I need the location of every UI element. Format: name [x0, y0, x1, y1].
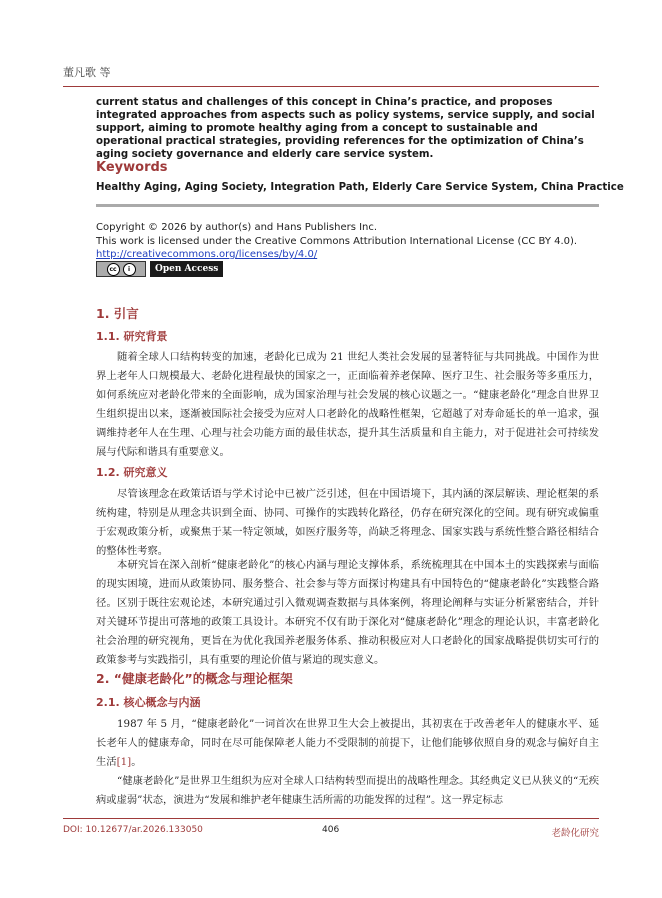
paragraph-core-concept-2: “健康老龄化”是世界卫生组织为应对全球人口结构转型而提出的战略性理念。其经典定义已从狭义的“无疾病或虚弱”状态，演进为“发展和维护老年健康生活所需的功能发挥的过程”。这一界定标志 [96, 775, 599, 806]
copyright-line: Copyright © 2026 by author(s) and Hans Publishers Inc. [96, 222, 378, 233]
person-icon: i [123, 263, 136, 276]
subsection-heading-significance: 1.2. 研究意义 [96, 466, 168, 479]
license-link[interactable]: http://creativecommons.org/licenses/by/4.0/ [96, 249, 318, 260]
paragraph-text: 1987 年 5 月，“健康老龄化”一词首次在世界卫生大会上被提出，其初衷在于改善老年人的健康水平、延长老年人的健康寿命，同时在尽可能保障老人能力不受限制的前提下，让他们能够依照自身的观念与偏好自主生活 [96, 718, 599, 768]
cc-by-badge[interactable] [96, 261, 146, 277]
running-header-author: 董凡歌 等 [63, 66, 111, 79]
open-access-badge[interactable]: Open Access [150, 261, 223, 277]
section-heading-concept-framework: 2. “健康老龄化”的概念与理论框架 [96, 671, 293, 686]
subsection-heading-core-concept: 2.1. 核心概念与内涵 [96, 696, 201, 709]
copyright-block [96, 221, 599, 262]
paragraph-significance-2: 本研究旨在深入剖析“健康老龄化”的核心内涵与理论支撑体系，系统梳理其在中国本土的实践探索与面临的现实困境，进而从政策协同、服务整合、社会参与等方面探讨构建具有中国特色的“健康老龄化”实践整合路径。区别于既往宏观论述，本研究通过引入微观调查数据与具体案例，将理论阐释与实证分析紧密结合，并针对关键环节提出可落地的政策工具设计。本研究不仅有助于深化对“健康老龄化”理念的理论认识，丰富老龄化社会治理的研究视角，更旨在为优化我国养老服务体系、推动积极应对人口老龄化的国家战略提供切实可行的政策参考与实践指引，具有重要的理论价值与紧迫的现实意义。 [96, 559, 599, 666]
footer-divider [63, 818, 599, 819]
header-divider [63, 86, 599, 87]
keywords-divider [96, 204, 599, 207]
paragraph-background: 随着全球人口结构转变的加速，老龄化已成为 21 世纪人类社会发展的显著特征与共同挑战。中国作为世界上老年人口规模最大、老龄化进程最快的国家之一，正面临着养老保障、医疗卫生、社会服务等多重压力，如何系统应对老龄化带来的全面影响，成为国家治理与社会发展的核心议题之一。“健康老龄化”理念自世界卫生组织提出以来，逐渐被国际社会接受为应对人口老龄化的战略性框架，它超越了对寿命延长的单一追求，强调维持老年人在生理、心理与社会功能方面的最佳状态，提升其生活质量和自主能力，对于促进社会可持续发展与代际和谐具有重要意义。 [96, 351, 599, 458]
citation-link[interactable]: [1] [116, 756, 132, 768]
page-number: 406 [322, 825, 340, 835]
cc-icon: cc [107, 263, 120, 276]
section-heading-introduction: 1. 引言 [96, 306, 139, 321]
subsection-heading-background: 1.1. 研究背景 [96, 330, 168, 343]
paragraph-end: 。 [131, 756, 142, 768]
abstract-text: current status and challenges of this concept in China’s practice, and proposes integrated approaches from aspects such as policy systems, service supply, and social support, aiming to promote healthy aging from a concept to sustainable and operational practical strategies, providing references for the optimization of China’s aging society governance and elderly care service system. [96, 97, 595, 160]
license-badges [96, 261, 223, 277]
journal-name: 老龄化研究 [551, 828, 599, 839]
paragraph-core-concept-1 [96, 715, 599, 772]
footer-doi[interactable]: DOI: 10.12677/ar.2026.133050 [63, 825, 203, 835]
paragraph-significance-1: 尽管该理念在政策话语与学术讨论中已被广泛引述，但在中国语境下，其内涵的深层解读、理论框架的系统构建，特别是从理念共识到全面、协同、可操作的实践转化路径，仍存在研究深化的空间。现有研究或偏重于宏观政策分析，或聚焦于某一特定领域，如医疗服务等，尚缺乏将理念、国家实践与系统性整合路径相结合的整体性考察。 [96, 488, 599, 557]
license-line: This work is licensed under the Creative Commons Attribution International License (CC BY 4.0). [96, 235, 578, 247]
keywords-heading: Keywords [96, 160, 168, 175]
keywords-list: Healthy Aging, Aging Society, Integration Path, Elderly Care Service System, China Practice [96, 182, 624, 193]
